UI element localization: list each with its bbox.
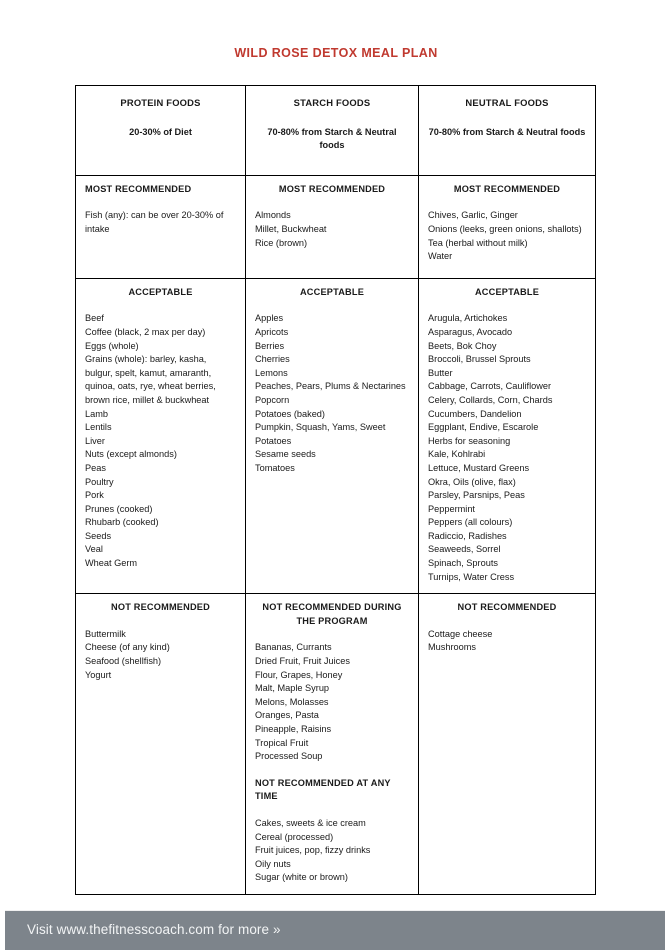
list-item: Yogurt [85, 669, 112, 680]
cell-protein-header [76, 86, 246, 176]
section-heading-starch-acceptable: ACCEPTABLE [299, 286, 365, 297]
list-item: Sesame seeds [255, 449, 316, 460]
list-item: Bananas, Currants [255, 642, 332, 653]
list-item: Pineapple, Raisins [255, 724, 332, 734]
list-item: Prunes (cooked) [85, 503, 153, 514]
list-item: Pork [85, 490, 104, 501]
list-item: Butter [428, 367, 453, 378]
list-item: Beef [85, 313, 104, 324]
list-item: Chives, Garlic, Ginger [428, 210, 518, 221]
list-item: Tea (herbal without milk) [428, 237, 528, 248]
list-item: Lamb [85, 408, 108, 419]
section-heading-protein-most-recommended: MOST RECOMMENDED [85, 183, 192, 194]
list-item: Cottage cheese [428, 628, 493, 639]
category-subtitle-protein: 20-30% of Diet [129, 126, 192, 137]
table-row-category-headers [76, 86, 596, 176]
category-title-protein: PROTEIN FOODS [120, 97, 201, 108]
cell-starch-header [246, 86, 419, 176]
list-item: Sugar (white or brown) [255, 872, 348, 883]
list-item: Broccoli, Brussel Sprouts [428, 354, 531, 365]
cell-neutral-not-recommended [419, 594, 596, 895]
cell-protein-acceptable [76, 278, 246, 593]
list-item: Seafood (shellfish) [85, 656, 162, 667]
list-item: Lettuce, Mustard Greens [428, 462, 530, 473]
list-item: Grains (whole): barley, kasha, bulgur, spelt, kamut, amaranth, quinoa, oats, rye, wheat berries, brown rice, millet & buckwheat [85, 354, 216, 405]
list-neutral-not-recommended [428, 628, 586, 655]
list-item: Fruit juices, pop, fizzy drinks [255, 845, 371, 856]
footer-bar [5, 911, 665, 950]
list-item: Celery, Collards, Corn, Chards [428, 394, 553, 405]
list-item: Parsley, Parsnips, Peas [428, 490, 525, 501]
list-starch-most-recommended [255, 209, 409, 250]
list-item: Peppers (all colours) [428, 517, 513, 528]
list-item: Melons, Molasses [255, 696, 329, 707]
list-item: Spinach, Sprouts [428, 558, 498, 569]
list-item: Cherries [255, 354, 290, 365]
section-heading-starch-most-recommended: MOST RECOMMENDED [278, 183, 386, 194]
list-item: Radiccio, Radishes [428, 530, 507, 541]
cell-neutral-header [419, 86, 596, 176]
list-protein-not-recommended [85, 628, 236, 682]
cell-starch-acceptable [246, 278, 419, 593]
list-item: Poultry [85, 476, 114, 487]
list-item: Cheese (of any kind) [85, 642, 170, 653]
cell-protein-most-recommended [76, 175, 246, 278]
list-neutral-most-recommended [428, 209, 586, 263]
list-starch-not-recommended [255, 641, 409, 763]
list-item: Potatoes (baked) [255, 408, 325, 419]
list-item: Veal [85, 544, 103, 555]
list-item: Buttermilk [85, 628, 126, 639]
category-title-starch: STARCH FOODS [293, 97, 371, 108]
list-item: Pumpkin, Squash, Yams, Sweet Potatoes [255, 422, 386, 446]
list-protein-most-recommended [85, 209, 236, 236]
list-item: Seaweeds, Sorrel [428, 544, 501, 555]
section-heading-neutral-not-recommended: NOT RECOMMENDED [457, 602, 557, 613]
list-item: Cereal (processed) [255, 831, 334, 842]
list-item: Peaches, Pears, Plums & Nectarines [255, 381, 406, 392]
list-item: Tropical Fruit [255, 737, 309, 748]
table-row-not-recommended [76, 594, 596, 895]
list-item: Onions (leeks, green onions, shallots) [428, 223, 582, 234]
table-row-most-recommended [76, 175, 596, 278]
list-item: Eggplant, Endive, Escarole [428, 422, 539, 433]
list-item: Lentils [85, 422, 112, 433]
list-item: Popcorn [255, 394, 290, 405]
category-subtitle-neutral: 70-80% from Starch & Neutral foods [428, 126, 586, 137]
list-item: Berries [255, 340, 285, 351]
list-item: Almonds [255, 210, 291, 221]
list-item: Turnips, Water Cress [428, 571, 515, 582]
list-item: Nuts (except almonds) [85, 449, 177, 460]
footer-link[interactable]: Visit www.thefitnesscoach.com for more » [27, 922, 281, 937]
list-item: Wheat Germ [85, 558, 138, 569]
list-item: Rhubarb (cooked) [85, 517, 159, 528]
list-item: Flour, Grapes, Honey [255, 669, 343, 680]
page-title: WILD ROSE DETOX MEAL PLAN [234, 46, 438, 60]
cell-starch-most-recommended [246, 175, 419, 278]
list-item: Rice (brown) [255, 237, 308, 248]
list-starch-acceptable [255, 312, 409, 475]
list-item: Peppermint [428, 503, 475, 514]
list-item: Peas [85, 462, 106, 473]
list-item: Beets, Bok Choy [428, 340, 497, 351]
list-item: Asparagus, Avocado [428, 326, 513, 337]
list-item: Water [428, 251, 453, 262]
category-subtitle-starch: 70-80% from Starch & Neutral foods [267, 126, 397, 151]
section-heading-starch-not-recommended-any-time: NOT RECOMMENDED AT ANY TIME [255, 777, 391, 802]
list-starch-not-recommended-any-time [255, 817, 409, 885]
list-item: Liver [85, 435, 105, 446]
cell-neutral-acceptable [419, 278, 596, 593]
cell-starch-not-recommended [246, 594, 419, 895]
list-item: Lemons [255, 367, 288, 378]
table-row-acceptable [76, 278, 596, 593]
list-item: Kale, Kohlrabi [428, 449, 486, 460]
list-item: Malt, Maple Syrup [255, 683, 330, 694]
cell-protein-not-recommended [76, 594, 246, 895]
list-item: Tomatoes [255, 462, 295, 473]
section-heading-starch-not-recommended: NOT RECOMMENDED DURING THE PROGRAM [262, 602, 402, 626]
list-item: Cabbage, Carrots, Cauliflower [428, 381, 552, 392]
list-item: Seeds [85, 530, 112, 541]
list-protein-acceptable [85, 312, 236, 570]
list-item: Arugula, Artichokes [428, 313, 508, 324]
list-item: Herbs for seasoning [428, 435, 511, 446]
section-heading-protein-acceptable: ACCEPTABLE [128, 286, 193, 297]
list-item: Millet, Buckwheat [255, 223, 327, 234]
list-item: Oily nuts [255, 858, 291, 869]
cell-neutral-most-recommended [419, 175, 596, 278]
list-item: Mushrooms [428, 642, 476, 653]
list-item: Cakes, sweets & ice cream [255, 817, 366, 828]
list-item: Eggs (whole) [85, 340, 139, 351]
list-item: Okra, Oils (olive, flax) [428, 476, 516, 487]
section-heading-neutral-acceptable: ACCEPTABLE [474, 286, 540, 297]
list-item: Apricots [255, 326, 289, 337]
meal-plan-table [75, 85, 596, 895]
list-item: Apples [255, 313, 284, 324]
section-heading-protein-not-recommended: NOT RECOMMENDED [111, 602, 210, 613]
list-neutral-acceptable [428, 312, 586, 584]
list-item: Fish (any): can be over 20-30% of intake [85, 210, 224, 234]
list-item: Oranges, Pasta [255, 710, 319, 721]
section-heading-neutral-most-recommended: MOST RECOMMENDED [453, 183, 561, 194]
list-item: Processed Soup [255, 751, 323, 762]
list-item: Dried Fruit, Fruit Juices [255, 656, 350, 667]
list-item: Cucumbers, Dandelion [428, 408, 522, 419]
list-item: Coffee (black, 2 max per day) [85, 326, 206, 337]
category-title-neutral: NEUTRAL FOODS [465, 97, 549, 108]
